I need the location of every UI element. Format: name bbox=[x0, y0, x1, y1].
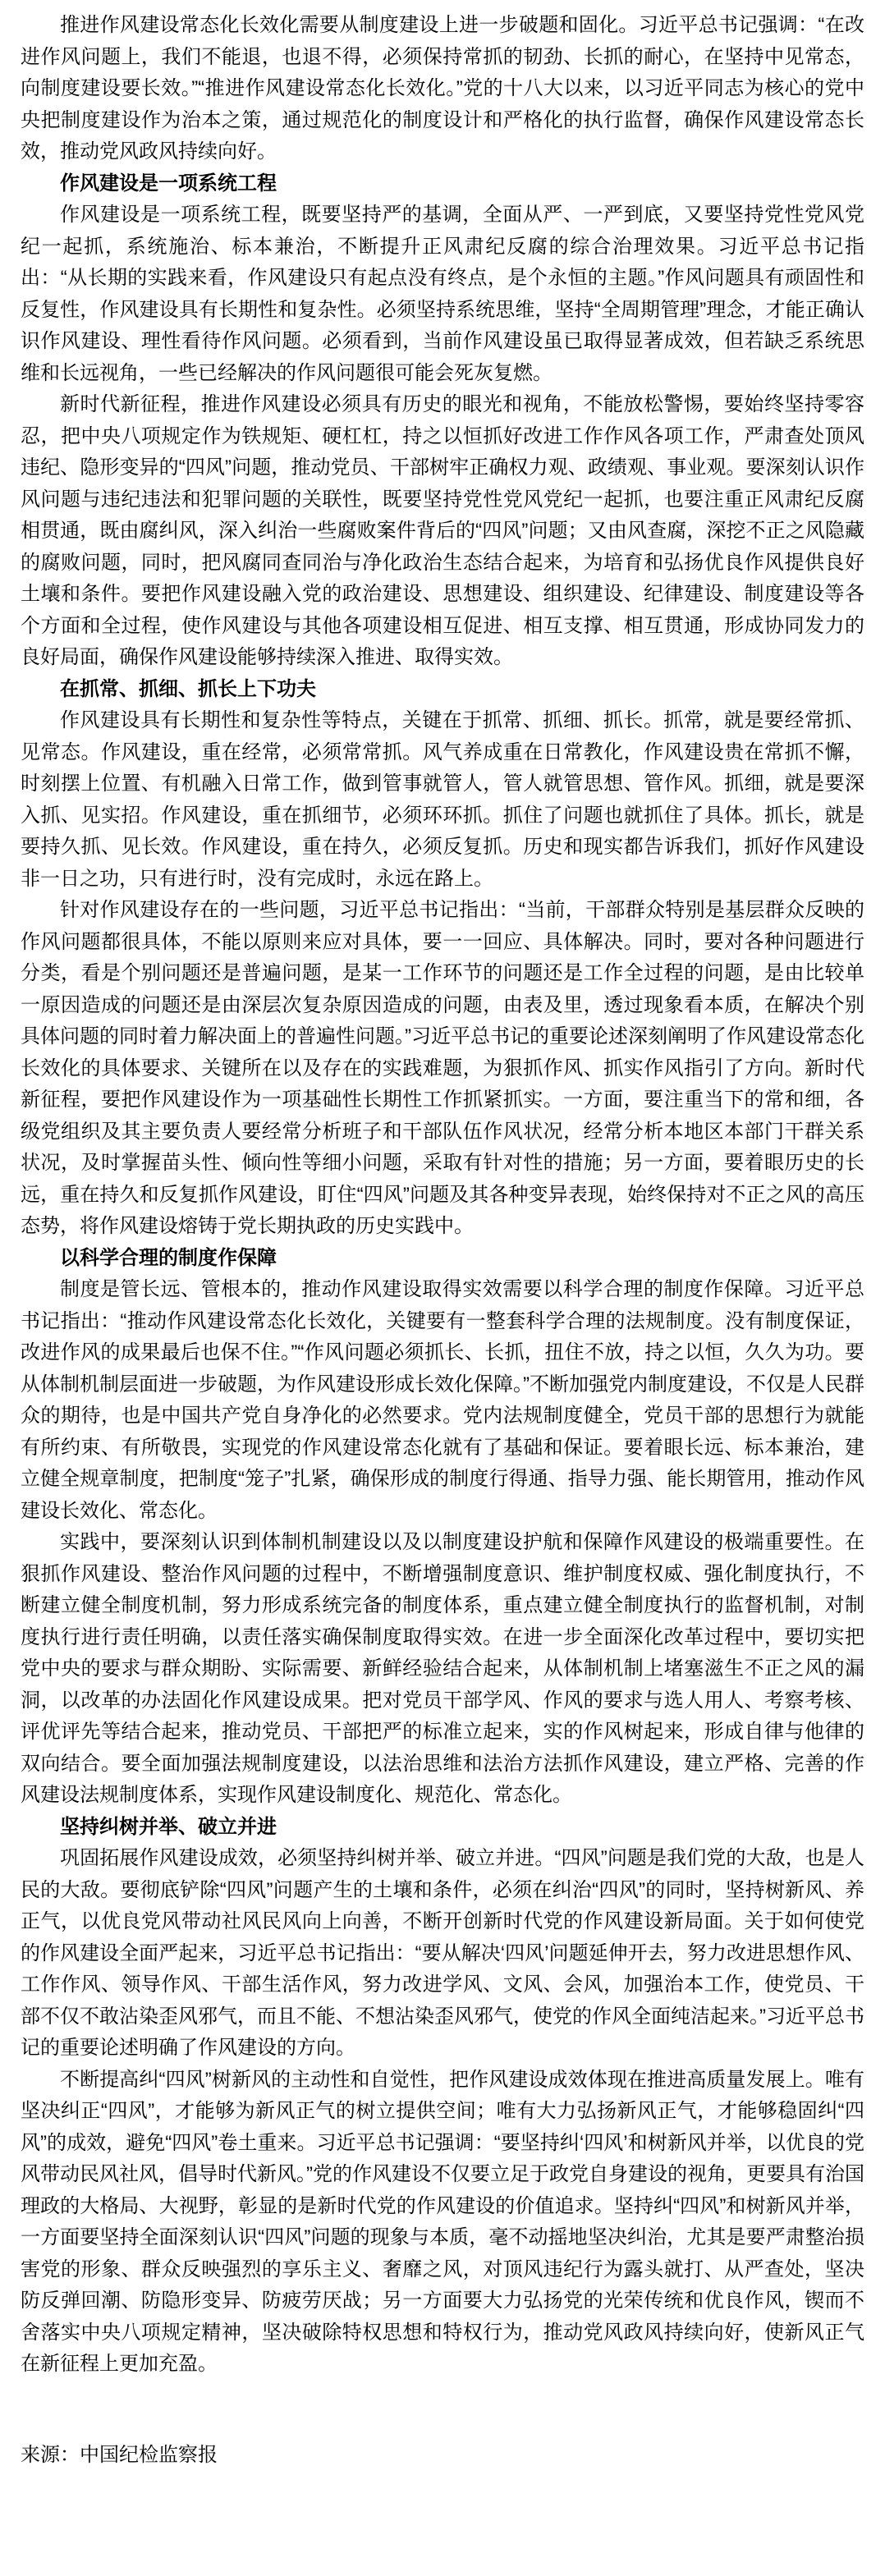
source-line: 来源：中国纪检监察报 bbox=[21, 2443, 218, 2466]
article-paragraph: 不断提高纠“四风”树新风的主动性和自觉性，把作风建设成效体现在推进高质量发展上。唯有坚决纠正“四风”，才能够为新风正气的树立提供空间；唯有大力弘扬新风正气，才能够稳固纠“四风”的成效，避免“四风”卷土重来。习近平总书记强调：“要坚持纠‘四风’和树新风并举，以优良的党风带动民风社风，倡导时代新风。”党的作风建设不仅要立足于政党自身建设的视角，更要具有治国理政的大格局、大视野，彰显的是新时代党的作风建设的价值追求。坚持纠“四风”和树新风并举，一方面要坚持全面深刻认识“四风”问题的现象与本质，毫不动摇地坚决纠治，尤其是要严肃整治损害党的形象、群众反映强烈的享乐主义、奢靡之风，对顶风违纪行为露头就打、从严查处，坚决防反弹回潮、防隐形变异、防疲劳厌战；另一方面要大力弘扬党的光荣传统和优良作风，锲而不舍落实中央八项规定精神，坚决破除特权思想和特权行为，推动党风政风持续向好，使新风正气在新征程上更加充盈。 bbox=[21, 2068, 864, 2375]
article-paragraph: 推进作风建设常态化长效化需要从制度建设上进一步破题和固化。习近平总书记强调：“在改进作风问题上，我们不能退，也退不得，必须保持常抓的韧劲、长抓的耐心，在坚持中见常态，向制度建设要长效。”“推进作风建设常态化长效化。”党的十八大以来，以习近平同志为核心的党中央把制度建设作为治本之策，通过规范化的制度设计和严格化的执行监督，确保作风建设常态长效，推动党风政风持续向好。 bbox=[21, 14, 864, 163]
article-paragraph: 新时代新征程，推进作风建设必须具有历史的眼光和视角，不能放松警惕，要始终坚持零容忍，把中央八项规定作为铁规矩、硬杠杠，持之以恒抓好改进工作作风各项工作，严肃查处顶风违纪、隐形变异的“四风”问题，推动党员、干部树牢正确权力观、政绩观、事业观。要深刻认识作风问题与违纪违法和犯罪问题的关联性，既要坚持党性党风党纪一起抓，也要注重正风肃纪反腐相贯通，既由腐纠风，深入纠治一些腐败案件背后的“四风”问题；又由风查腐，深挖不正之风隐藏的腐败问题，同时，把风腐同查同治与净化政治生态结合起来，为培育和弘扬优良作风提供良好土壤和条件。要把作风建设融入党的政治建设、思想建设、组织建设、纪律建设、制度建设等各个方面和全过程，使作风建设与其他各项建设相互促进、相互支撑、相互贯通，形成协同发力的良好局面，确保作风建设能够持续深入推进、取得实效。 bbox=[21, 393, 864, 668]
article-paragraph: 作风建设是一项系统工程，既要坚持严的基调，全面从严、一严到底，又要坚持党性党风党纪一起抓，系统施治、标本兼治，不断提升正风肃纪反腐的综合治理效果。习近平总书记指出：“从长期的实践来看，作风建设只有起点没有终点，是个永恒的主题。”作风问题具有顽固性和反复性，作风建设具有长期性和复杂性。必须坚持系统思维，坚持“全周期管理”理念，才能正确认识作风建设、理性看待作风问题。必须看到，当前作风建设虽已取得显著成效，但若缺乏系统思维和长远视角，一些已经解决的作风问题很可能会死灰复燃。 bbox=[21, 204, 864, 384]
section-heading: 坚持纠树并举、破立并进 bbox=[60, 1815, 277, 1838]
section-heading: 在抓常、抓细、抓长上下功夫 bbox=[60, 677, 316, 700]
article-paragraph: 针对作风建设存在的一些问题，习近平总书记指出：“当前，干部群众特别是基层群众反映的作风问题都很具体，不能以原则来应对具体，要一一回应、具体解决。同时，要对各种问题进行分类，看是个别问题还是普遍问题，是某一工作环节的问题还是工作全过程的问题，是由比较单一原因造成的问题还是由深层次复杂原因造成的问题，由表及里，透过现象看本质，在解决个别具体问题的同时着力解决面上的普遍性问题。”习近平总书记的重要论述深刻阐明了作风建设常态化长效化的具体要求、关键所在以及存在的实践难题，为狠抓作风、抓实作风指引了方向。新时代新征程，要把作风建设作为一项基础性长期性工作抓紧抓实。一方面，要注重当下的常和细，各级党组织及其主要负责人要经常分析班子和干部队伍作风状况，经常分析本地区本部门干群关系状况，及时掌握苗头性、倾向性等细小问题，采取有针对性的措施；另一方面，要着眼历史的长远，重在持久和反复抓作风建设，盯住“四风”问题及其各种变异表现，始终保持对不正之风的高压态势，将作风建设熔铸于党长期执政的历史实践中。 bbox=[21, 899, 864, 1237]
section-heading: 作风建设是一项系统工程 bbox=[60, 172, 277, 195]
article-paragraph: 实践中，要深刻认识到体制机制建设以及以制度建设护航和保障作风建设的极端重要性。在狠抓作风建设、整治作风问题的过程中，不断增强制度意识、维护制度权威、强化制度执行，不断建立健全制度机制，努力形成系统完备的制度体系，重点建立健全制度执行的监督机制，对制度执行进行责任明确，以责任落实确保制度取得实效。在进一步全面深化改革过程中，要切实把党中央的要求与群众期盼、实际需要、新鲜经验结合起来，从体制机制上堵塞滋生不正之风的漏洞，以改革的办法固化作风建设成果。把对党员干部学风、作风的要求与选人用人、考察考核、评优评先等结合起来，推动党员、干部把严的标准立起来，实的作风树起来，形成自律与他律的双向结合。要全面加强法规制度建设，以法治思维和法治方法抓作风建设，建立严格、完善的作风建设法规制度体系，实现作风建设制度化、规范化、常态化。 bbox=[21, 1531, 864, 1806]
article-paragraph: 作风建设具有长期性和复杂性等特点，关键在于抓常、抓细、抓长。抓常，就是要经常抓、见常态。作风建设，重在经常，必须常常抓。风气养成重在日常教化，作风建设贵在常抓不懈，时刻摆上位置、有机融入日常工作，做到管事就管人，管人就管思想、管作风。抓细，就是要深入抓、见实招。作风建设，重在抓细节，必须环环抓。抓住了问题也就抓住了具体。抓长，就是要持久抓、见长效。作风建设，重在持久，必须反复抓。历史和现实都告诉我们，抓好作风建设非一日之功，只有进行时，没有完成时，永远在路上。 bbox=[21, 709, 864, 890]
section-heading: 以科学合理的制度作保障 bbox=[60, 1246, 277, 1269]
article-paragraph: 制度是管长远、管根本的，推动作风建设取得实效需要以科学合理的制度作保障。习近平总书记指出：“推动作风建设常态化长效化，关键要有一整套科学合理的法规制度。没有制度保证，改进作风的成果最后也保不住。”“作风问题必须抓长、长抓，扭住不放，持之以恒，久久为功。要从体制机制层面进一步破题，为作风建设形成长效化保障。”不断加强党内制度建设，不仅是人民群众的期待，也是中国共产党自身净化的必然要求。党内法规制度健全，党员干部的思想行为就能有所约束、有所敬畏，实现党的作风建设常态化就有了基础和保证。要着眼长远、标本兼治，建立健全规章制度，把制度“笼子”扎紧，确保形成的制度行得通、指导力强、能长期管用，推动作风建设长效化、常态化。 bbox=[21, 1278, 864, 1522]
article-paragraph: 巩固拓展作风建设成效，必须坚持纠树并举、破立并进。“四风”问题是我们党的大敌，也是人民的大敌。要彻底铲除“四风”问题产生的土壤和条件，必须在纠治“四风”的同时，坚持树新风、养正气，以优良党风带动社风民风向上向善，不断开创新时代党的作风建设新局面。关于如何使党的作风建设全面严起来，习近平总书记指出：“要从解决‘四风’问题延伸开去，努力改进思想作风、工作作风、领导作风、干部生活作风，努力改进学风、文风、会风，加强治本工作，使党员、干部不仅不敢沾染歪风邪气，而且不能、不想沾染歪风邪气，使党的作风全面纯洁起来。”习近平总书记的重要论述明确了作风建设的方向。 bbox=[21, 1847, 864, 2059]
